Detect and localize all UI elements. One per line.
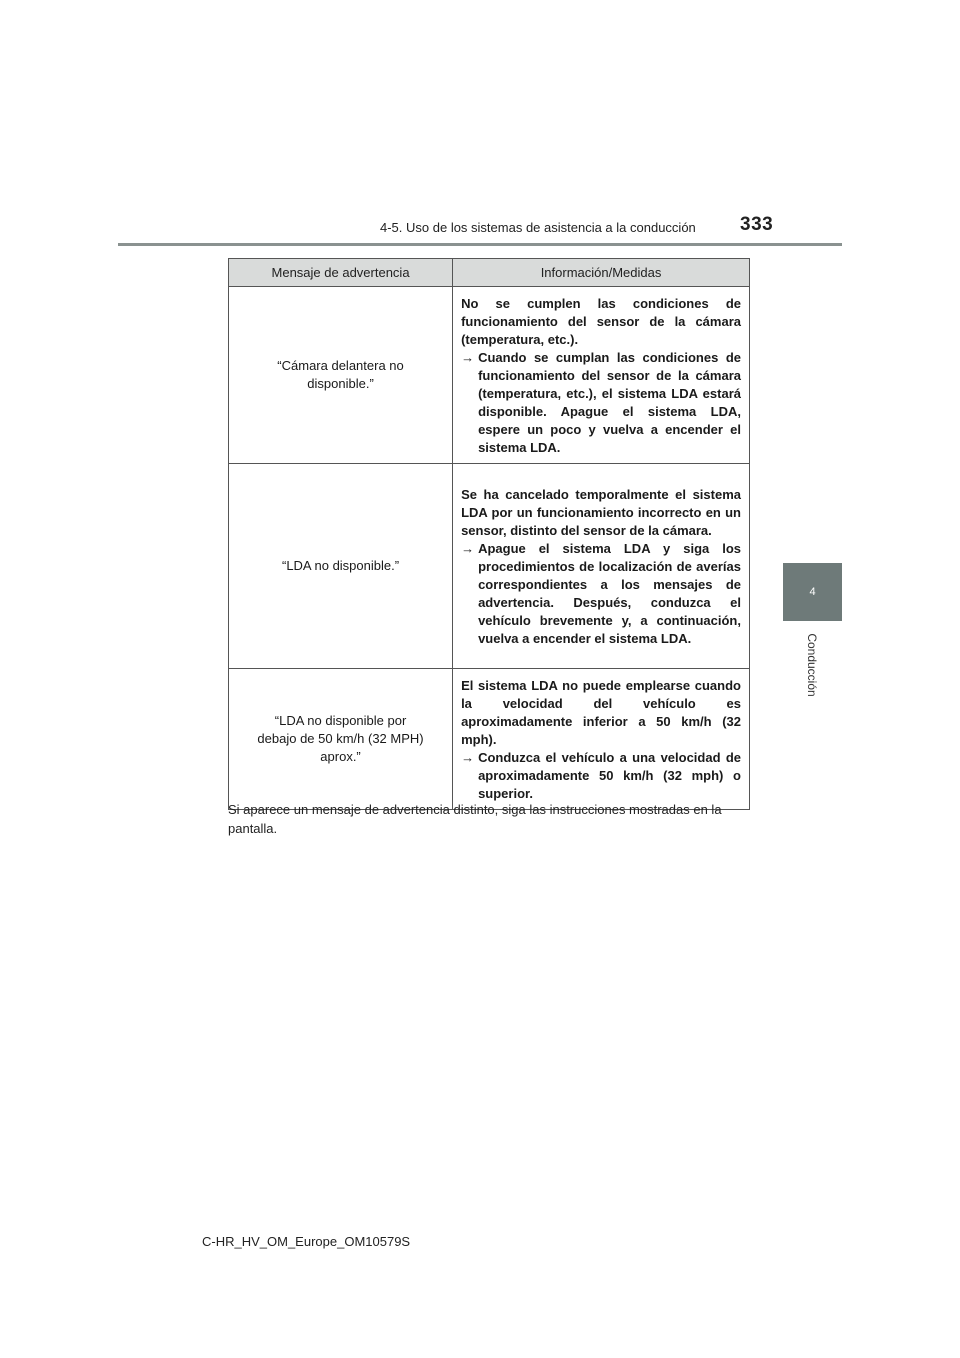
arrow-right-icon: → bbox=[461, 541, 475, 556]
warning-message-cell bbox=[229, 287, 453, 464]
table-row bbox=[229, 669, 750, 810]
warning-messages-table bbox=[228, 258, 750, 810]
chapter-label: Conducción bbox=[805, 633, 819, 697]
info-cell bbox=[453, 669, 750, 810]
warning-message-text: “Cámara delantera no disponible.” bbox=[277, 358, 404, 391]
warning-message-cell bbox=[229, 669, 453, 810]
action-text: Conduzca el vehículo a una velocidad de aproximadamente 50 km/h (32 mph) o superior. bbox=[478, 750, 741, 801]
warning-message-text: “LDA no disponible por debajo de 50 km/h (32 MPH) aprox.” bbox=[257, 713, 424, 764]
section-title: 4-5. Uso de los sistemas de asistencia a la conducción bbox=[380, 220, 696, 235]
action-item bbox=[461, 540, 741, 648]
arrow-right-icon: → bbox=[461, 350, 475, 365]
condition-text: Se ha cancelado temporalmente el sistema LDA por un funcionamiento incorrecto en un sensor, distinto del sensor de la cámara. bbox=[461, 487, 741, 538]
warning-message-text: “LDA no disponible.” bbox=[281, 558, 400, 573]
chapter-tab[interactable]: 4 bbox=[783, 563, 842, 621]
action-text: Apague el sistema LDA y siga los procedimientos de localización de averías correspondientes a los mensajes de advertencia. Después, conduzca el vehículo brevemente y, a continuación, vuelva a encender el sistema LDA. bbox=[478, 541, 741, 646]
info-cell bbox=[453, 287, 750, 464]
action-item bbox=[461, 749, 741, 803]
document-id: C-HR_HV_OM_Europe_OM10579S bbox=[202, 1234, 411, 1249]
page-number: 333 bbox=[740, 214, 774, 235]
footer-note: Si aparece un mensaje de advertencia distinto, siga las instrucciones mostradas en la pantalla. bbox=[228, 802, 722, 836]
table-row bbox=[229, 464, 750, 669]
warning-message-cell bbox=[229, 464, 453, 669]
header-divider bbox=[118, 243, 842, 246]
action-item bbox=[461, 349, 741, 457]
column-header-info: Información/Medidas bbox=[453, 259, 750, 287]
table-row bbox=[229, 287, 750, 464]
column-header-message: Mensaje de advertencia bbox=[229, 259, 453, 287]
action-text: Cuando se cumplan las condiciones de funcionamiento del sensor de la cámara (temperatura, etc.), el sistema LDA estará disponible. Apague el sistema LDA, espere un poco y vuelva a encender el sistema LDA. bbox=[478, 350, 741, 455]
condition-text: No se cumplen las condiciones de funcionamiento del sensor de la cámara (temperatura, etc.). bbox=[461, 296, 741, 347]
info-cell bbox=[453, 464, 750, 669]
arrow-right-icon: → bbox=[461, 750, 475, 765]
condition-text: El sistema LDA no puede emplearse cuando la velocidad del vehículo es aproximadamente inferior a 50 km/h (32 mph). bbox=[461, 678, 741, 747]
table-header-row bbox=[229, 259, 750, 287]
